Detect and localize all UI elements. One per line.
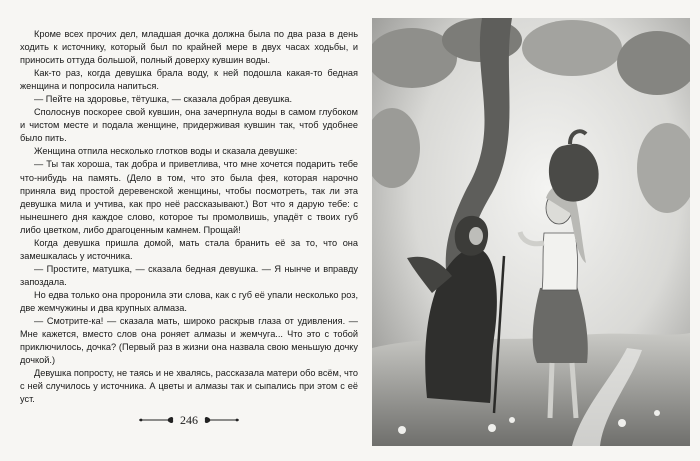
- fairy-tale-illustration: [372, 18, 690, 446]
- paragraph: Женщина отпила несколько глотков воды и сказала девушке:: [34, 146, 298, 157]
- paragraph: Когда девушка пришла домой, мать стала бранить её за то, что она замешкалась у источника.: [20, 237, 358, 261]
- page-number: 246: [180, 412, 198, 427]
- paragraph: — Простите, матушка, — сказала бедная девушка. — Я нынче и вправду запоздала.: [20, 263, 358, 287]
- page-number-block: [124, 412, 254, 428]
- paragraph: Девушка попросту, не таясь и не хвалясь, рассказала матери обо всём, что с ней случилось у источника. А цветы и алмазы так и сыпались при этом с её уст.: [20, 368, 358, 405]
- paragraph: — Смотрите-ка! — сказала мать, широко раскрыв глаза от удивления. — Мне кажется, вместо слов она роняет алмазы и жемчуга... Что это с тобой приключилось, дочка? (Первый раз в жизни она назвала свою меньшую дочку дочкой.): [20, 316, 358, 366]
- right-ornament-icon: [203, 415, 241, 425]
- paragraph: Как-то раз, когда девушка брала воду, к ней подошла какая-то бедная женщина и попросила напиться.: [20, 68, 358, 92]
- paragraph: Кроме всех прочих дел, младшая дочка должна была по два раза в день ходить к источнику, который был по крайней мере в двух часах ходьбы, и приносить оттуда большой, полный доверху кувшин воды.: [20, 29, 358, 66]
- text-column: [20, 28, 358, 406]
- paragraph: — Ты так хороша, так добра и приветлива, что мне хочется подарить тебе что-нибудь на память. (Дело в том, что это была фея, которая нарочно приняла вид простой деревенской женщины, чтобы посмотреть, так ли эта девушка мила и учтива, как про неё рассказывают.) Вот что я дарую тебе: с нынешнего дня каждое слово, которое ты промолвишь, упадёт с твоих губ либо цветком, либо драгоценным камнем. Прощай!: [20, 159, 358, 235]
- paragraph: — Пейте на здоровье, тётушка, — сказала добрая девушка.: [34, 94, 293, 105]
- paragraph: Сполоснув поскорее свой кувшин, она зачерпнула воды в самом глубоком и чистом месте и подала женщине, придерживая кувшин так, чтоб удобнее было пить.: [20, 107, 358, 144]
- left-ornament-icon: [137, 415, 175, 425]
- ground: [372, 333, 690, 446]
- illustration-drawing: [372, 18, 690, 446]
- paragraph: Но едва только она проронила эти слова, как с губ её упали несколько роз, две жемчужины и два крупных алмаза.: [20, 289, 358, 313]
